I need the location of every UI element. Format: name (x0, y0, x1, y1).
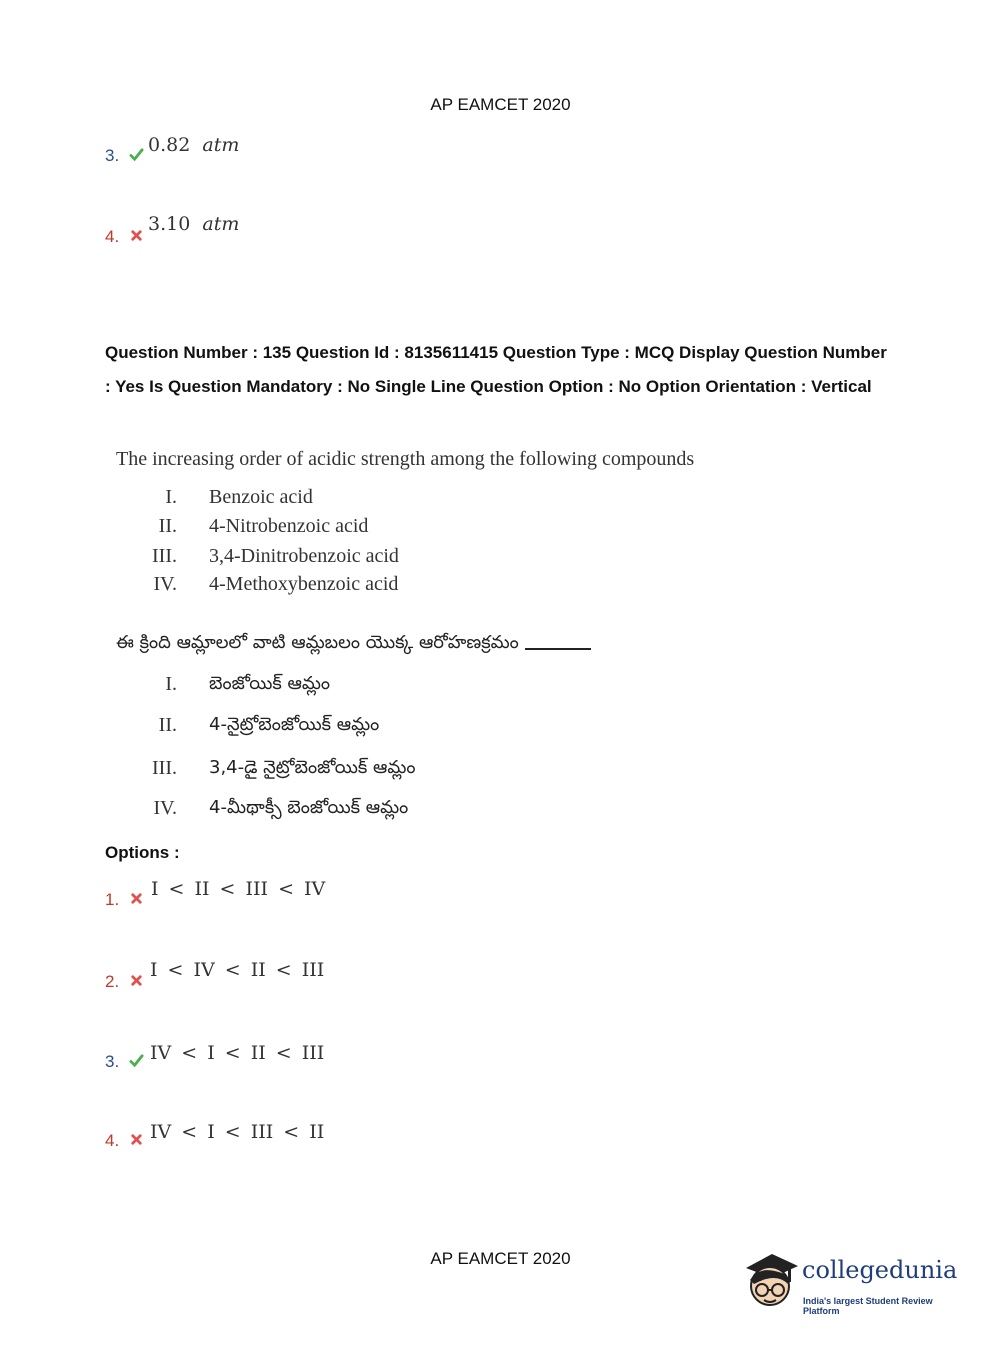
page-footer: AP EAMCET 2020 (430, 1249, 571, 1268)
item-number: III. (152, 757, 177, 779)
item-text: 4-Nitrobenzoic acid (209, 515, 369, 537)
option-value: I < IV < II < III (150, 959, 325, 981)
brand-name: collegedunia (802, 1256, 958, 1284)
cross-icon (129, 228, 144, 243)
option-value: IV < I < II < III (150, 1042, 325, 1064)
item-text: బెంజోయిక్ ఆమ్లం (209, 673, 331, 694)
stem-text: ఈ క్రింది ఆమ్లాలలో వాటి ఆమ్లబలం యొక్క ఆరోహణక్రమం (116, 632, 519, 653)
item-text: 3,4-Dinitrobenzoic acid (209, 545, 399, 567)
option-value: I < II < III < IV (151, 878, 326, 900)
item-number: I. (165, 486, 177, 508)
check-icon (129, 1053, 144, 1068)
item-number: III. (152, 545, 177, 567)
question-stem-english: The increasing order of acidic strength among the following compounds (116, 448, 695, 470)
item-number: IV. (153, 573, 177, 595)
item-text: 3,4-డై నైట్రోబెంజోయిక్ ఆమ్లం (209, 757, 416, 778)
item-text: Benzoic acid (209, 486, 313, 508)
option-number: 3. (105, 146, 120, 165)
question-stem-telugu (116, 632, 591, 657)
answer-blank (525, 648, 591, 650)
cross-icon (129, 973, 144, 988)
item-number: I. (165, 673, 177, 695)
brand-logo (740, 1250, 970, 1320)
item-number: II. (158, 714, 177, 736)
cross-icon (129, 891, 144, 906)
page-header: AP EAMCET 2020 (430, 95, 571, 114)
item-text: 4-మీథాక్సీ బెంజోయిక్ ఆమ్లం (209, 797, 409, 818)
option-number: 1. (105, 890, 120, 909)
brand-tagline: India's largest Student Review Platform (803, 1296, 933, 1316)
option-value: IV < I < III < II (150, 1121, 325, 1143)
question-meta: Question Number : 135 Question Id : 8135611415 Question Type : MCQ Display Question Number : Yes Is Question Mandatory : No Single Line Question Option : No Option Orientation : Vertical (105, 343, 887, 396)
option-number: 2. (105, 972, 120, 991)
mascot-icon (740, 1250, 800, 1312)
option-number: 4. (105, 227, 120, 246)
item-number: II. (158, 515, 177, 537)
cross-icon (129, 1132, 144, 1147)
option-number: 3. (105, 1052, 120, 1071)
option-value: 3.10 atm (148, 213, 240, 235)
item-text: 4-నైట్రోబెంజోయిక్ ఆమ్లం (209, 714, 380, 735)
item-number: IV. (153, 797, 177, 819)
item-text: 4-Methoxybenzoic acid (209, 573, 399, 595)
check-icon (129, 147, 144, 162)
option-number: 4. (105, 1131, 120, 1150)
option-value: 0.82 atm (148, 134, 240, 156)
options-label: Options : (105, 843, 180, 862)
